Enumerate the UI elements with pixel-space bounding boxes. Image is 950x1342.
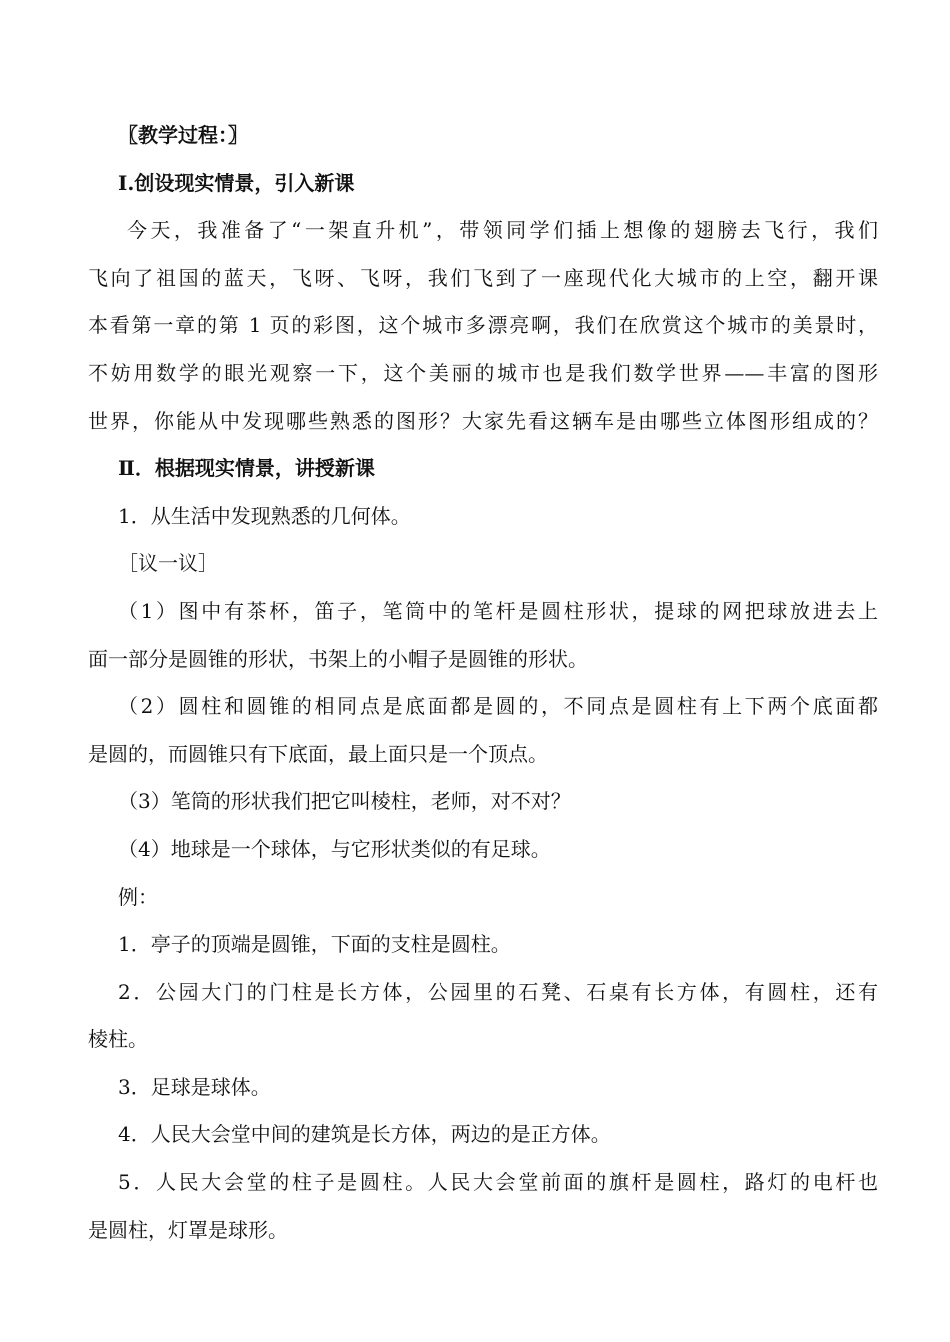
example-item: 1．亭子的顶端是圆锥，下面的支柱是圆柱。 bbox=[118, 932, 511, 957]
paragraph-line: （1）图中有茶杯，笛子，笔筒中的笔杆是圆柱形状，提球的网把球放进去上 bbox=[118, 598, 878, 623]
paragraph-line: 世界，你能从中发现哪些熟悉的图形？大家先看这辆车是由哪些立体图形组成的？ bbox=[88, 408, 878, 433]
example-item: 3．足球是球体。 bbox=[118, 1074, 271, 1099]
section-heading-teaching-process: 〖教学过程：〗 bbox=[118, 123, 248, 147]
paragraph-line: 面一部分是圆锥的形状，书架上的小帽子是圆锥的形状。 bbox=[88, 646, 588, 671]
paragraph-line: 不妨用数学的眼光观察一下，这个美丽的城市也是我们数学世界——丰富的图形 bbox=[88, 360, 878, 385]
section-heading-part-1: Ⅰ.创设现实情景，引入新课 bbox=[118, 170, 355, 195]
paragraph-line: （4）地球是一个球体，与它形状类似的有足球。 bbox=[118, 836, 551, 861]
paragraph-line: 本看第一章的第 1 页的彩图，这个城市多漂亮啊，我们在欣赏这个城市的美景时， bbox=[88, 313, 878, 338]
lesson-text bbox=[88, 112, 878, 1254]
paragraph-line: （3）笔筒的形状我们把它叫棱柱，老师，对不对？ bbox=[118, 789, 571, 814]
example-item-continuation: 棱柱。 bbox=[88, 1027, 148, 1052]
paragraph-line: 今天，我准备了“一架直升机”，带领同学们插上想像的翅膀去飞行，我们 bbox=[127, 218, 878, 243]
example-item: 4．人民大会堂中间的建筑是长方体，两边的是正方体。 bbox=[118, 1122, 611, 1147]
subheading-item-1: 1．从生活中发现熟悉的几何体。 bbox=[118, 503, 411, 528]
example-item: 2．公园大门的门柱是长方体，公园里的石凳、石桌有长方体，有圆柱，还有 bbox=[118, 979, 878, 1004]
paragraph-line: （2）圆柱和圆锥的相同点是底面都是圆的，不同点是圆柱有上下两个底面都 bbox=[118, 694, 878, 719]
paragraph-line: 飞向了祖国的蓝天，飞呀、飞呀，我们飞到了一座现代化大城市的上空，翻开课 bbox=[88, 265, 878, 290]
discussion-label: ［议一议］ bbox=[118, 551, 218, 576]
example-label: 例： bbox=[118, 884, 158, 909]
section-heading-part-2: Ⅱ．根据现实情景，讲授新课 bbox=[118, 456, 375, 481]
paragraph-line: 是圆的，而圆锥只有下底面，最上面只是一个顶点。 bbox=[88, 741, 548, 766]
example-item: 5．人民大会堂的柱子是圆柱。人民大会堂前面的旗杆是圆柱，路灯的电杆也 bbox=[118, 1170, 878, 1195]
example-item-continuation: 是圆柱，灯罩是球形。 bbox=[88, 1217, 288, 1242]
